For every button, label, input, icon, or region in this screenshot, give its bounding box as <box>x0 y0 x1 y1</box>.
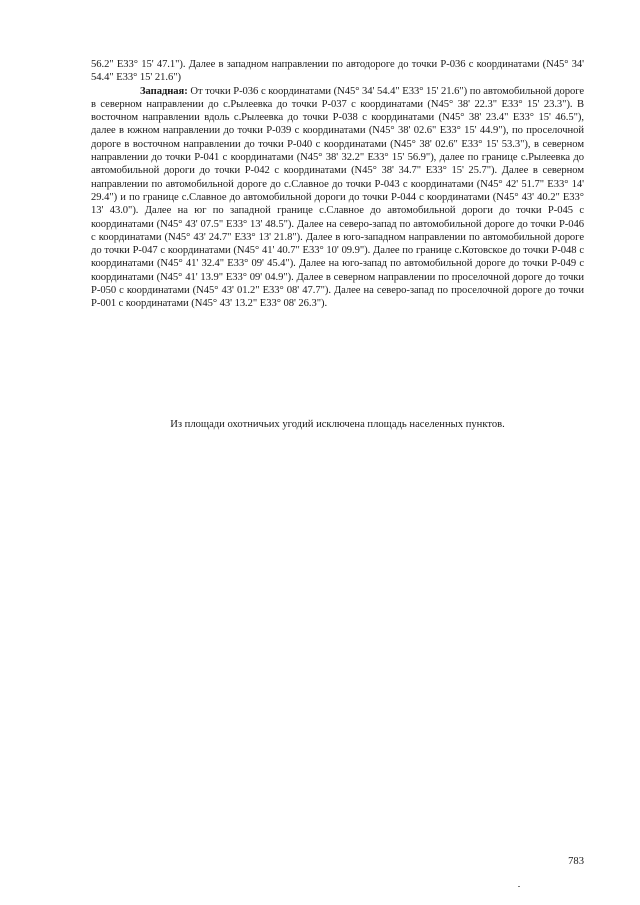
boundary-description <box>91 58 584 311</box>
west-boundary-heading: Западная: <box>140 85 188 97</box>
west-boundary-text: От точки P-036 с координатами (N45° 34' 54.4" E33° 15' 21.6") по автомобильной дороге в северном направлении до с.Рылеевка до точки P-037 с координатами (N45° 38' 22.3" E33° 15' 23.3"). В восточном направлении вдоль с.Рылеевка до точки P-038 с координатами (N45° 38' 23.4" E33° 15' 46.5"), далее в южном направлении до точки P-039 с координатами (N45° 38' 02.6" E33° 15' 44.9"), по проселочной дороге в восточном направлении до точки P-040 с координатами (N45° 38' 02.6" E33° 15' 53.3"), в северном направлении до точки P-041 с координатами (N45° 38' 32.2" E33° 15' 56.9"), далее по границе с.Рылеевка до автомобильной дороги до точки P-042 с координатами (N45° 38' 34.7" E33° 15' 25.7"). Далее в северном направлении по автомобильной дороге до с.Славное до точки P-043 с координатами (N45° 42' 51.7" E33° 14' 29.4") и по границе с.Славное до автомобильной дороги до точки P-044 с координатами (N45° 43' 40.2" E33° 13' 43.0"). Далее на юг по западной границе с.Славное до автомобильной дороги до точки P-045 с координатами (N45° 43' 07.5" E33° 13' 48.5"). Далее на северо-запад по автомобильной дороге до точки P-046 с координатами (N45° 43' 24.7" E33° 13' 21.8"). Далее в юго-западном направлении по автомобильной дороге до точки P-047 с координатами (N45° 41' 40.7" E33° 10' 09.9"). Далее по границе с.Котовское до точки P-048 с координатами (N45° 41' 32.4" E33° 09' 45.4"). Далее на юго-запад по автомобильной дороге до точки P-049 с координатами (N45° 41' 13.9" E33° 09' 04.9"). Далее в северном направлении по проселочной дороге до точки P-050 с координатами (N45° 43' 01.2" E33° 08' 47.7"). Далее на северо-запад по проселочной дороге до точки P-001 с координатами (N45° 43' 13.2" E33° 08' 26.3"). <box>91 85 584 310</box>
paragraph-west-boundary <box>91 85 584 311</box>
page-number: 783 <box>568 856 584 867</box>
scan-speck <box>518 886 520 887</box>
paragraph-continuation: 56.2" E33° 15' 47.1"). Далее в западном направлении по автодороге до точки P-036 с координатами (N45° 34' 54.4" E33° 15' 21.6") <box>91 59 584 84</box>
exclusion-note: Из площади охотничьих угодий исключена площадь населенных пунктов. <box>170 419 505 430</box>
